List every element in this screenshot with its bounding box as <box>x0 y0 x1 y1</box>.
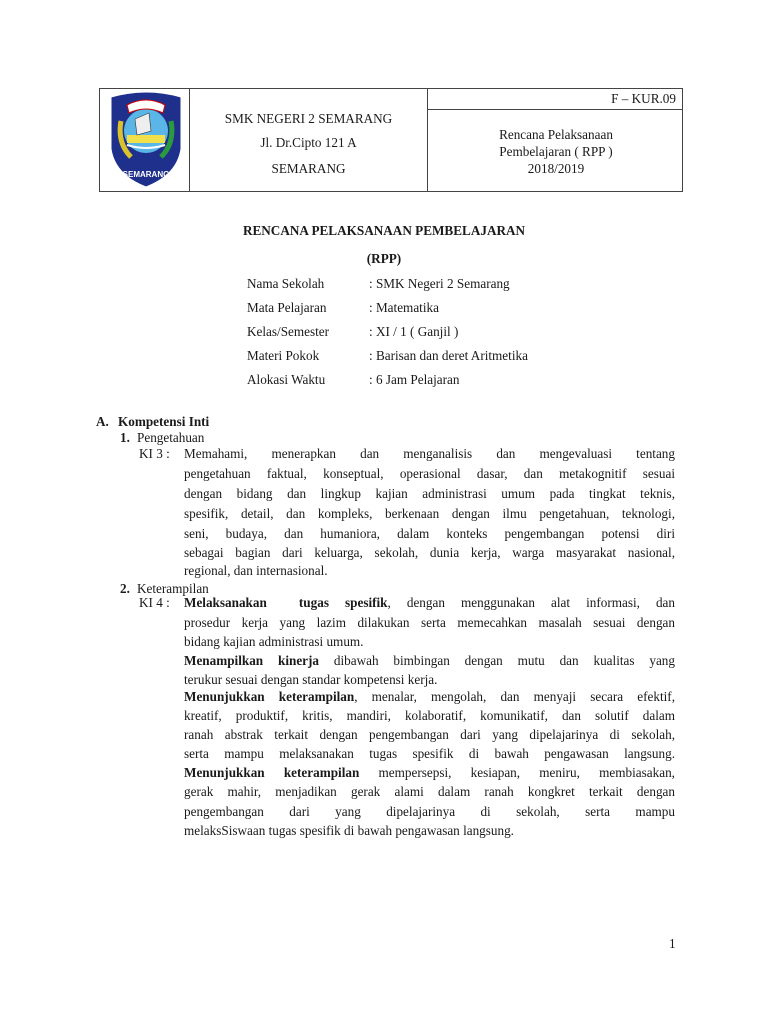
item-heading: Pengetahuan <box>137 430 205 445</box>
text-line: seni, budaya, dan humaniora, dalam konteks pengembangan potensi diri <box>184 526 675 541</box>
section-letter: A. <box>96 414 109 429</box>
bold-phrase: Menampilkan kinerja <box>184 653 320 668</box>
info-label: Kelas/Semester <box>247 324 330 339</box>
text-line: serta mampu melaksanakan tugas spesifik di bawah pengawasan langsung. <box>184 746 675 761</box>
info-value: : Matematika <box>369 300 439 315</box>
doc-title-line2: Pembelajaran ( RPP ) <box>499 144 613 159</box>
bold-phrase: Menunjukkan keterampilan <box>184 765 360 780</box>
text-line: gerak mahir, menjadikan gerak alami dalam ranah kongkret terkait dengan <box>184 784 675 799</box>
text-line: prosedur kerja yang lazim dilakukan serta memecahkan masalah sesuai dengan <box>184 615 675 630</box>
line-text: dibawah bimbingan dengan mutu dan kualitas yang <box>319 653 675 668</box>
text-line: bidang kajian administrasi umum. <box>184 634 364 649</box>
school-logo-icon <box>107 91 185 189</box>
info-value: : XI / 1 ( Ganjil ) <box>369 324 459 339</box>
header-table <box>99 88 683 192</box>
info-label: Alokasi Waktu <box>247 372 326 387</box>
text-line: Memahami, menerapkan dan menganalisis dan mengevaluasi tentang <box>184 446 675 461</box>
ki-label: KI 4 : <box>139 595 170 610</box>
page-subtitle: (RPP) <box>366 251 402 266</box>
page-title: RENCANA PELAKSANAAN PEMBELAJARAN <box>242 223 526 238</box>
line-text: , dengan menggunakan alat informasi, dan <box>387 595 675 610</box>
info-label: Mata Pelajaran <box>247 300 327 315</box>
info-value: : 6 Jam Pelajaran <box>369 372 460 387</box>
text-line: pengetahuan faktual, konseptual, operasional dasar, dan metakognitif sesuai <box>184 466 675 481</box>
info-value: : Barisan dan deret Aritmetika <box>369 348 528 363</box>
doc-title-line1: Rencana Pelaksanaan <box>499 127 613 142</box>
bold-phrase: Menunjukkan keterampilan <box>184 689 355 704</box>
text-line: pengembangan dari yang dipelajarinya di sekolah, serta mampu <box>184 804 675 819</box>
ki-label: KI 3 : <box>139 446 170 461</box>
text-line <box>184 653 675 669</box>
section-heading: Kompetensi Inti <box>118 414 210 429</box>
info-label: Nama Sekolah <box>247 276 325 291</box>
bold-phrase: Melaksanakan tugas spesifik <box>184 595 388 610</box>
doc-year: 2018/2019 <box>527 161 585 176</box>
text-line: kreatif, produktif, kritis, mandiri, kolaboratif, komunikatif, dan solutif dalam <box>184 708 675 723</box>
text-line: dengan bidang dan lingkup kajian administrasi umum pada tingkat teknis, <box>184 486 675 501</box>
page-number: 1 <box>669 936 676 951</box>
item-number: 2. <box>120 581 130 596</box>
item-number: 1. <box>120 430 130 445</box>
line-text: mempersepsi, kesiapan, meniru, membiasakan, <box>359 765 675 780</box>
info-value: : SMK Negeri 2 Semarang <box>369 276 510 291</box>
text-line: spesifik, detail, dan kompleks, berkenaan dengan ilmu pengetahuan, teknologi, <box>184 506 675 521</box>
text-line: terukur sesuai dengan standar kompetensi kerja. <box>184 672 438 687</box>
school-city: SEMARANG <box>271 161 346 176</box>
line-text: , menalar, mengolah, dan menyaji secara efektif, <box>354 689 675 704</box>
item-heading: Keterampilan <box>137 581 209 596</box>
text-line: melaksSiswaan tugas spesifik di bawah pengawasan langsung. <box>184 823 514 838</box>
text-line: sebagai bagian dari keluarga, sekolah, dunia kerja, warga masyarakat nasional, <box>184 545 675 560</box>
info-label: Materi Pokok <box>247 348 320 363</box>
text-line <box>184 595 675 611</box>
divider <box>427 109 682 110</box>
school-address: Jl. Dr.Cipto 121 A <box>260 135 357 150</box>
text-line: regional, dan internasional. <box>184 563 328 578</box>
form-code: F – KUR.09 <box>611 91 676 106</box>
svg-text:SEMARANG: SEMARANG <box>122 170 170 179</box>
school-name: SMK NEGERI 2 SEMARANG <box>224 111 393 126</box>
text-line: ranah abstrak terkait dengan pengembangan dari yang dipelajarinya di sekolah, <box>184 727 675 742</box>
text-line <box>184 689 675 705</box>
text-line <box>184 765 675 781</box>
